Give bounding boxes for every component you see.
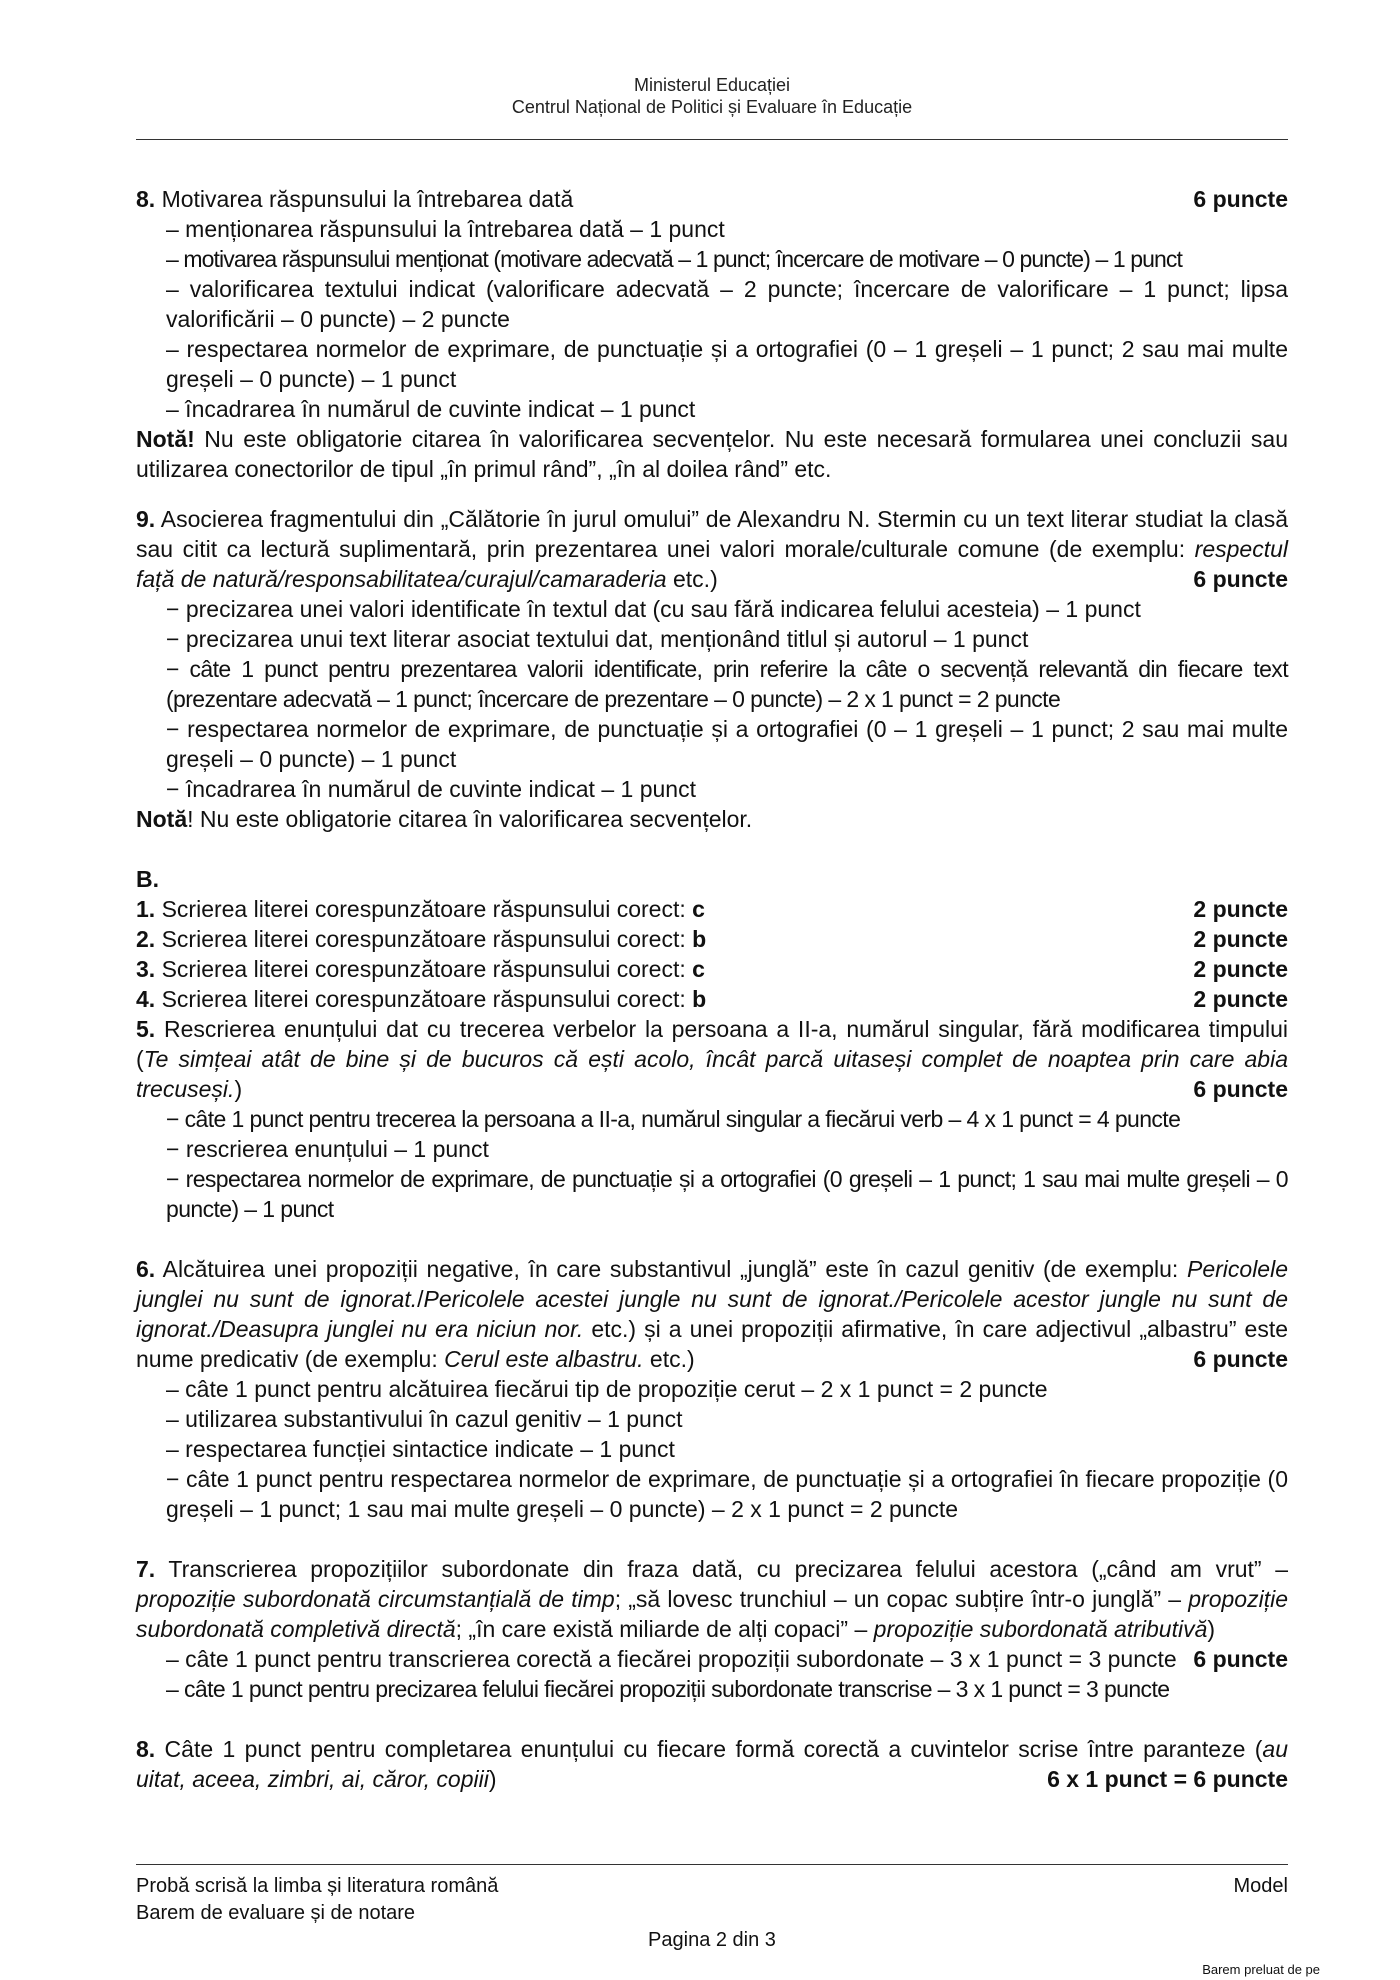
- criterion: – respectarea normelor de exprimare, de punctuație și a ortografiei (0 – 1 greșeli – 1 punct; 2 sau mai multe greșeli – 0 puncte) – 1 punct: [166, 336, 1288, 392]
- question-number: 5.: [136, 1016, 156, 1042]
- correct-answer: b: [692, 986, 707, 1012]
- example-values: respectul față de natură/responsabilitatea/curajul/camaraderia: [136, 536, 1288, 592]
- question-points: 2 puncte: [1193, 986, 1288, 1012]
- section-label: B.: [136, 866, 159, 892]
- separator: /: [417, 1286, 424, 1312]
- question-text: Scrierea literei corespunzătoare răspunsului corect:: [155, 986, 693, 1012]
- question-text-end: etc.): [643, 1346, 695, 1372]
- criterion: − rescrierea enunțului – 1 punct: [166, 1136, 489, 1162]
- question-title: Asocierea fragmentului din „Călătorie în jurul omului” de Alexandru N. Stermin cu un text literar studiat la clasă sau citit ca lectură suplimentară, prin prezentarea unei valori morale/culturale comune (de exemplu:: [136, 506, 1288, 562]
- question-b5: [136, 1014, 1288, 1224]
- mc-question-2: [136, 924, 1288, 954]
- question-points: 6 puncte: [1193, 186, 1288, 212]
- document-body: [136, 184, 1288, 1794]
- question-number: 8.: [136, 1736, 156, 1762]
- criterion: − precizarea unei valori identificate în textul dat (cu sau fără indicarea felului acesteia) – 1 punct: [166, 596, 1141, 622]
- question-points: 2 puncte: [1193, 896, 1288, 922]
- question-b8: [136, 1734, 1288, 1794]
- note-label: Notă!: [136, 426, 195, 452]
- clause-type: propoziție subordonată completivă directă: [136, 1586, 1288, 1642]
- footer-divider: [136, 1864, 1288, 1865]
- correct-answer: b: [692, 926, 707, 952]
- mc-question-1: [136, 894, 1288, 924]
- example-sentence: Cerul este albastru.: [444, 1346, 644, 1372]
- question-number: 4.: [136, 986, 156, 1012]
- question-b6: [136, 1254, 1288, 1524]
- question-number: 6.: [136, 1256, 156, 1282]
- question-points: 6 puncte: [1193, 1076, 1288, 1102]
- page-header: [136, 74, 1288, 118]
- criterion: – încadrarea în numărul de cuvinte indicat – 1 punct: [166, 396, 696, 422]
- question-number: 9.: [136, 506, 156, 532]
- criterion: – menționarea răspunsului la întrebarea dată – 1 punct: [166, 216, 725, 242]
- question-text-end: ): [234, 1076, 243, 1102]
- exam-title: Probă scrisă la limba și literatura română: [136, 1875, 499, 1897]
- note-label: Notă: [136, 806, 188, 832]
- question-text: Alcătuirea unei propoziții negative, în care substantivul „junglă” este în cazul genitiv (de exemplu:: [155, 1256, 1187, 1282]
- criterion: – utilizarea substantivului în cazul genitiv – 1 punct: [166, 1406, 683, 1432]
- question-text: Rescrierea enunțului dat cu trecerea verbelor la persoana a II-a, numărul singular, fără modificarea timpului (: [136, 1016, 1288, 1072]
- model-label: Model: [1233, 1875, 1288, 1897]
- question-points: 2 puncte: [1193, 956, 1288, 982]
- mc-question-3: [136, 954, 1288, 984]
- correct-answer: c: [692, 956, 705, 982]
- question-number: 2.: [136, 926, 156, 952]
- question-text: Câte 1 punct pentru completarea enunțului cu fiecare formă corectă a cuvintelor scrise între paranteze (: [155, 1736, 1263, 1762]
- note: [136, 424, 1288, 484]
- question-text: Scrierea literei corespunzătoare răspunsului corect:: [155, 926, 693, 952]
- criterion: − încadrarea în numărul de cuvinte indicat – 1 punct: [166, 776, 696, 802]
- criterion: – motivarea răspunsului menționat (motivare adecvată – 1 punct; încercare de motivare – 0 puncte) – 1 punct: [166, 246, 1182, 272]
- criterion: − câte 1 punct pentru trecerea la persoana a II-a, numărul singular a fiecărui verb – 4 x 1 punct = 4 puncte: [166, 1106, 1181, 1132]
- clause-type: propoziție subordonată atributivă: [873, 1616, 1208, 1642]
- source-note: Barem preluat de pe: [1202, 1962, 1320, 1977]
- criterion: − precizarea unui text literar asociat textului dat, menționând titlul și autorul – 1 punct: [166, 626, 1029, 652]
- question-title-end: etc.): [666, 566, 718, 592]
- note: [136, 804, 1288, 834]
- question-8a: [136, 184, 1288, 484]
- page-number: Pagina 2 din 3: [648, 1929, 776, 1951]
- question-points: 2 puncte: [1193, 926, 1288, 952]
- note-text: Nu este obligatorie citarea în valorificarea secvențelor. Nu este necesară formularea unei concluzii sau utilizarea conectorilor de tipul „în primul rând”, „în al doilea rând” etc.: [136, 426, 1288, 482]
- question-points: 6 puncte: [1193, 566, 1288, 592]
- ministry-name: Ministerul Educației: [633, 75, 791, 95]
- question-text-end: ): [1207, 1616, 1216, 1642]
- question-text: ; „în care există miliarde de alți copaci” –: [455, 1616, 874, 1642]
- question-points: 6 puncte: [1193, 1346, 1288, 1372]
- example-words: au uitat, aceea, zimbri, ai, căror, copiii: [136, 1736, 1288, 1792]
- question-points: 6 puncte: [1193, 1646, 1288, 1672]
- header-divider: [136, 139, 1288, 140]
- note-text: ! Nu este obligatorie citarea în valorificarea secvențelor.: [187, 806, 753, 832]
- criterion: − câte 1 punct pentru respectarea normelor de exprimare, de punctuație și a ortografiei în fiecare propoziție (0 greșeli – 1 punct; 1 sau mai multe greșeli – 0 puncte) – 2 x 1 punct = 2 puncte: [166, 1466, 1288, 1522]
- criterion: – valorificarea textului indicat (valorificare adecvată – 2 puncte; încercare de valorificare – 1 punct; lipsa valorificării – 0 puncte) – 2 puncte: [166, 276, 1288, 332]
- scoring-guide-label: Barem de evaluare și de notare: [136, 1902, 416, 1924]
- question-points: 6 x 1 punct = 6 puncte: [1047, 1766, 1288, 1792]
- clause-type: propoziție subordonată circumstanțială de timp: [136, 1586, 615, 1612]
- question-text: Scrierea literei corespunzătoare răspunsului corect:: [155, 956, 693, 982]
- mc-question-4: [136, 984, 1288, 1014]
- question-number: 8.: [136, 186, 156, 212]
- question-text-end: ): [488, 1766, 497, 1792]
- criterion: – câte 1 punct pentru transcrierea corectă a fiecărei propoziții subordonate – 3 x 1 punct = 3 puncte: [166, 1646, 1177, 1672]
- criterion: − respectarea normelor de exprimare, de punctuație și a ortografiei (0 greșeli – 1 punct; 1 sau mai multe greșeli – 0 puncte) – 1 punct: [166, 1166, 1288, 1222]
- example-sentence: Pericolele acestei jungle nu sunt de ignorat./Pericolele acestor jungle nu sunt de ignorat./Deasupra junglei nu era niciun nor.: [136, 1286, 1288, 1342]
- criterion: − respectarea normelor de exprimare, de punctuație și a ortografiei (0 – 1 greșeli – 1 punct; 2 sau mai multe greșeli – 0 puncte) – 1 punct: [166, 716, 1288, 772]
- question-title: Motivarea răspunsului la întrebarea dată: [161, 186, 574, 212]
- criterion: − câte 1 punct pentru prezentarea valorii identificate, prin referire la câte o secvență relevantă din fiecare text (prezentare adecvată – 1 punct; încercare de prezentare – 0 puncte) – 2 x 1 punct = 2 puncte: [166, 656, 1288, 712]
- page-footer: [136, 1873, 1288, 1951]
- question-number: 1.: [136, 896, 156, 922]
- example-sentence: Pericolele junglei nu sunt de ignorat.: [136, 1256, 1288, 1312]
- question-number: 7.: [136, 1556, 156, 1582]
- criterion: – câte 1 punct pentru alcătuirea fiecărui tip de propoziție cerut – 2 x 1 punct = 2 puncte: [166, 1376, 1048, 1402]
- section-b: [136, 864, 1288, 1794]
- question-b7: [136, 1554, 1288, 1704]
- question-text: Transcrierea propozițiilor subordonate din fraza dată, cu precizarea felului acestora („când am vrut” –: [155, 1556, 1288, 1582]
- question-text: Scrierea literei corespunzătoare răspunsului corect:: [155, 896, 693, 922]
- criterion: – câte 1 punct pentru precizarea felului fiecărei propoziții subordonate transcrise – 3 x 1 punct = 3 puncte: [166, 1676, 1170, 1702]
- question-9: [136, 504, 1288, 834]
- question-text: ; „să lovesc trunchiul – un copac subțire într-o junglă” –: [614, 1586, 1189, 1612]
- criterion: – respectarea funcției sintactice indicate – 1 punct: [166, 1436, 675, 1462]
- example-sentence: Te simțeai atât de bine și de bucuros că ești acolo, încât parcă uitaseși complet de noaptea prin care abia trecuseși.: [136, 1046, 1288, 1102]
- center-name: Centrul Național de Politici și Evaluare în Educație: [511, 97, 913, 117]
- correct-answer: c: [692, 896, 705, 922]
- question-number: 3.: [136, 956, 156, 982]
- question-text: etc.) și a unei propoziții afirmative, în care adjectivul „albastru” este nume predicativ (de exemplu:: [136, 1316, 1288, 1372]
